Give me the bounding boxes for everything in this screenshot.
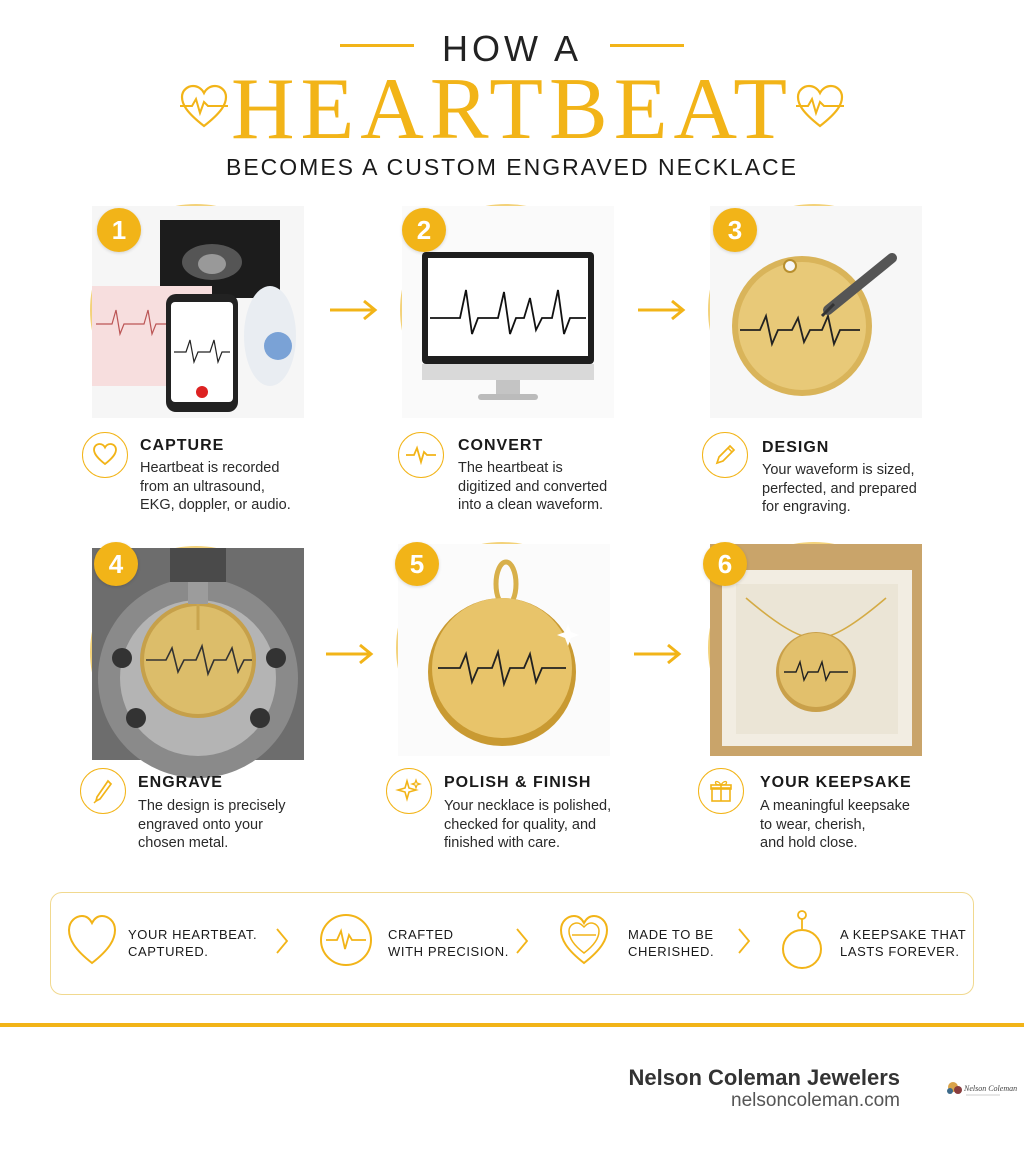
pencil-icon	[702, 432, 748, 478]
step-5-badge: 5	[395, 542, 439, 586]
engraving-pen-icon	[80, 768, 126, 814]
step-5-title: POLISH & FINISH	[444, 774, 592, 791]
step-2-desc: The heartbeat is digitized and converted into a clean waveform.	[458, 460, 608, 513]
title-heartbeat: HEARTBEAT	[230, 61, 794, 158]
step-6-badge: 6	[703, 542, 747, 586]
heart-icon	[82, 432, 128, 478]
brand-name: Nelson Coleman Jewelers	[628, 1065, 900, 1090]
waveform-icon	[398, 432, 444, 478]
brand-url[interactable]: nelsoncoleman.com	[731, 1090, 900, 1111]
step-5-desc: Your necklace is polished, checked for quality, and finished with care.	[444, 798, 612, 851]
sparkle-icon	[386, 768, 432, 814]
heartbeat-circle-icon	[320, 909, 372, 971]
gift-icon	[698, 768, 744, 814]
step-4-title: ENGRAVE	[138, 774, 223, 791]
brand-logo-text: Nelson Coleman	[964, 1084, 1018, 1093]
round-pendant-icon	[776, 909, 828, 971]
heart-outline-icon	[66, 909, 118, 971]
arrow-right-icon-3	[324, 642, 374, 666]
title-how-a: HOW A	[441, 28, 582, 69]
summary-3-text: MADE TO BE CHERISHED.	[628, 927, 715, 959]
step-4-badge: 4	[94, 542, 138, 586]
summary-2-text: CRAFTED WITH PRECISION.	[388, 927, 509, 959]
arrow-right-icon-4	[632, 642, 682, 666]
step-3-desc: Your waveform is sized, perfected, and prepared for engraving.	[762, 462, 917, 515]
heart-heartbeat-icon-right	[794, 82, 846, 134]
step-2-badge: 2	[402, 208, 446, 252]
footer-rule	[0, 1023, 1024, 1027]
step-2-title: CONVERT	[458, 437, 544, 454]
summary-1-text: YOUR HEARTBEAT. CAPTURED.	[128, 927, 258, 959]
step-6-desc: A meaningful keepsake to wear, cherish, and hold close.	[760, 798, 910, 851]
chevron-right-icon-3	[736, 926, 752, 956]
arrow-right-icon-1	[328, 298, 378, 322]
chevron-right-icon-1	[274, 926, 290, 956]
step-3-badge: 3	[713, 208, 757, 252]
arrow-right-icon-2	[636, 298, 686, 322]
step-6-title: YOUR KEEPSAKE	[760, 774, 912, 791]
step-1-title: CAPTURE	[140, 437, 225, 454]
step-4-desc: The design is precisely engraved onto your chosen metal.	[138, 798, 286, 851]
chevron-right-icon-2	[514, 926, 530, 956]
step-1-desc: Heartbeat is recorded from an ultrasound, EKG, doppler, or audio.	[140, 460, 291, 513]
heart-pendant-icon	[558, 909, 610, 971]
summary-4-text: A KEEPSAKE THAT LASTS FOREVER.	[840, 927, 967, 959]
heart-heartbeat-icon-left	[178, 82, 230, 134]
step-1-badge: 1	[97, 208, 141, 252]
step-3-title: DESIGN	[762, 439, 830, 456]
title-subtitle: BECOMES A CUSTOM ENGRAVED NECKLACE	[226, 154, 798, 180]
brand-logo-icon	[946, 1078, 1018, 1100]
